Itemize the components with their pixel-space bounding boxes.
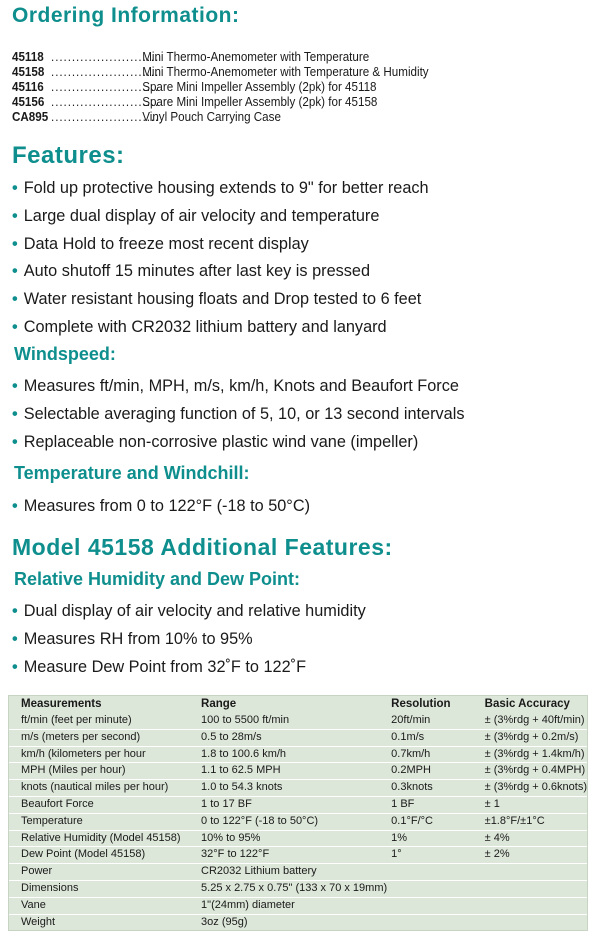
order-item [12,65,429,80]
table-cell: km/h (kilometers per hour [9,746,197,763]
table-cell: 3oz (95g) [197,914,387,930]
table-row [9,780,587,797]
table-cell: 5.25 x 2.75 x 0.75" (133 x 70 x 19mm) [197,880,387,897]
bullet-icon: • [12,497,18,515]
table-cell: ± 4% [481,830,587,847]
table-cell: Relative Humidity (Model 45158) [9,830,197,847]
order-dots: .......................... [51,65,160,79]
table-cell: 0.7km/h [387,746,480,763]
bullet-icon: • [12,262,18,281]
table-cell [481,880,587,897]
table-row [9,813,587,830]
list-item [12,626,366,654]
order-dots: .......................... [51,80,160,94]
table-row [9,830,587,847]
table-row [9,847,587,864]
table-cell [481,914,587,930]
order-item [12,80,429,95]
table-cell [387,897,480,914]
spec-header: Range [201,697,237,710]
table-cell: 0.2MPH [387,763,480,780]
list-item [12,373,464,401]
table-cell: m/s (meters per second) [9,729,197,746]
table-cell: 10% to 95% [197,830,387,847]
order-code: 45156 [12,95,45,109]
features-list [12,175,429,342]
table-cell: 1% [387,830,480,847]
table-row [9,897,587,914]
table-cell: 100 to 5500 ft/min [201,714,290,726]
temperature-title: Temperature and Windchill: [14,463,250,483]
list-item-text: Dual display of air velocity and relative humidity [23,602,366,620]
list-item [12,258,429,286]
table-cell: Vane [9,897,197,914]
spec-table [8,695,588,931]
order-item [12,95,429,110]
list-item-text: Selectable averaging function of 5, 10, or 13 second intervals [23,404,465,423]
table-cell: 1.0 to 54.3 knots [197,780,387,797]
bullet-icon: • [12,206,18,225]
bullet-icon: • [12,657,18,676]
order-desc: Mini Thermo-Anemometer with Temperature & Humidity [142,65,429,79]
table-cell: 0.5 to 28m/s [197,729,387,746]
list-item-text: Measures from 0 to 122°F (-18 to 50°C) [23,497,311,515]
windspeed-list [12,373,464,456]
table-cell: ± (3%rdg + 0.2m/s) [481,729,587,746]
ordering-list [12,50,429,125]
list-item-text: Data Hold to freeze most recent display [23,234,309,253]
table-cell [481,897,587,914]
table-cell: 1 BF [387,796,480,813]
order-dots: .......................... [51,50,160,64]
table-cell: 0.3knots [387,780,480,797]
table-cell: ± 2% [481,847,587,864]
list-item [12,401,464,429]
list-item-text: Large dual display of air velocity and temperature [23,206,380,225]
features-title: Features: [12,142,125,169]
table-cell: 1.8 to 100.6 km/h [197,746,387,763]
table-cell: ±1.8°F/±1°C [481,813,587,830]
table-cell: Beaufort Force [9,796,197,813]
temperature-list [12,493,310,521]
list-item [12,286,429,314]
table-cell: ± (3%rdg + 1.4km/h) [481,746,587,763]
order-desc: Vinyl Pouch Carrying Case [142,110,281,124]
list-item-text: Measure Dew Point from 32˚F to 122˚F [23,657,307,676]
table-row [9,729,587,746]
bullet-icon: • [12,629,18,648]
bullet-icon: • [12,234,18,253]
table-cell: 0.1°F/°C [387,813,480,830]
list-item [12,598,366,626]
table-cell [387,914,480,930]
list-item-text: Replaceable non-corrosive plastic wind vane (impeller) [23,432,419,451]
table-cell: ± (3%rdg + 40ft/min) [484,714,585,726]
list-item [12,314,429,342]
list-item [12,231,429,259]
order-code: 45158 [12,65,45,79]
table-cell [387,880,480,897]
spec-header: Basic Accuracy [484,697,570,710]
table-cell: Dimensions [9,880,197,897]
table-cell: ± (3%rdg + 0.6knots) [481,780,587,797]
table-row [9,796,587,813]
table-cell [481,864,587,881]
table-cell: Temperature [9,813,197,830]
order-code: 45116 [12,80,44,94]
model-title: Model 45158 Additional Features: [12,534,393,560]
table-cell: ± 1 [481,796,587,813]
table-cell: Power [9,864,197,881]
table-cell: 0 to 122°F (-18 to 50°C) [197,813,387,830]
spec-header: Measurements [21,697,102,710]
ordering-title: Ordering Information: [12,4,240,27]
table-row [9,864,587,881]
table-cell [387,864,480,881]
order-item [12,110,429,125]
list-item-text: Fold up protective housing extends to 9" for better reach [23,179,429,197]
model-list [12,598,366,681]
table-row [9,763,587,780]
table-cell: 1 to 17 BF [197,796,387,813]
model-subtitle: Relative Humidity and Dew Point: [14,569,301,589]
table-cell: 20ft/min [391,714,431,726]
list-item-text: Measures RH from 10% to 95% [23,629,253,648]
table-cell: ± (3%rdg + 0.4MPH) [481,763,587,780]
order-desc: Spare Mini Impeller Assembly (2pk) for 45118 [142,80,377,94]
order-desc: Mini Thermo-Anemometer with Temperature [142,50,370,64]
list-item-text: Auto shutoff 15 minutes after last key is pressed [23,262,371,281]
table-cell: CR2032 Lithium battery [197,864,387,881]
table-cell: Dew Point (Model 45158) [9,847,197,864]
table-cell: Weight [9,914,197,930]
order-code: CA895 [12,110,49,124]
list-item [12,493,310,521]
order-dots: .......................... [51,110,160,124]
list-item [12,654,366,682]
order-code: 45118 [12,50,44,64]
list-item [12,203,429,231]
list-item [12,429,464,457]
spec-header: Resolution [391,697,451,710]
bullet-icon: • [12,179,18,197]
list-item-text: Complete with CR2032 lithium battery and lanyard [23,317,387,336]
list-item-text: Water resistant housing floats and Drop tested to 6 feet [23,290,422,309]
order-dots: .......................... [51,95,160,109]
table-row [9,880,587,897]
table-cell: 32°F to 122°F [197,847,387,864]
windspeed-title: Windspeed: [14,344,116,364]
bullet-icon: • [12,404,18,423]
bullet-icon: • [12,602,18,620]
bullet-icon: • [12,377,18,395]
bullet-icon: • [12,432,18,451]
bullet-icon: • [12,290,18,309]
table-row [9,746,587,763]
list-item [12,175,429,203]
table-cell: 1"(24mm) diameter [197,897,387,914]
table-cell: MPH (Miles per hour) [9,763,197,780]
table-cell: 0.1m/s [387,729,480,746]
table-row [9,713,587,729]
list-item-text: Measures ft/min, MPH, m/s, km/h, Knots and Beaufort Force [23,377,459,395]
order-desc: Spare Mini Impeller Assembly (2pk) for 45158 [142,95,378,109]
table-cell: 1° [387,847,480,864]
table-cell: 1.1 to 62.5 MPH [197,763,387,780]
table-cell: knots (nautical miles per hour) [9,780,197,797]
table-row [9,914,587,930]
table-cell: ft/min (feet per minute) [21,714,132,726]
order-item [12,50,429,65]
bullet-icon: • [12,317,18,336]
